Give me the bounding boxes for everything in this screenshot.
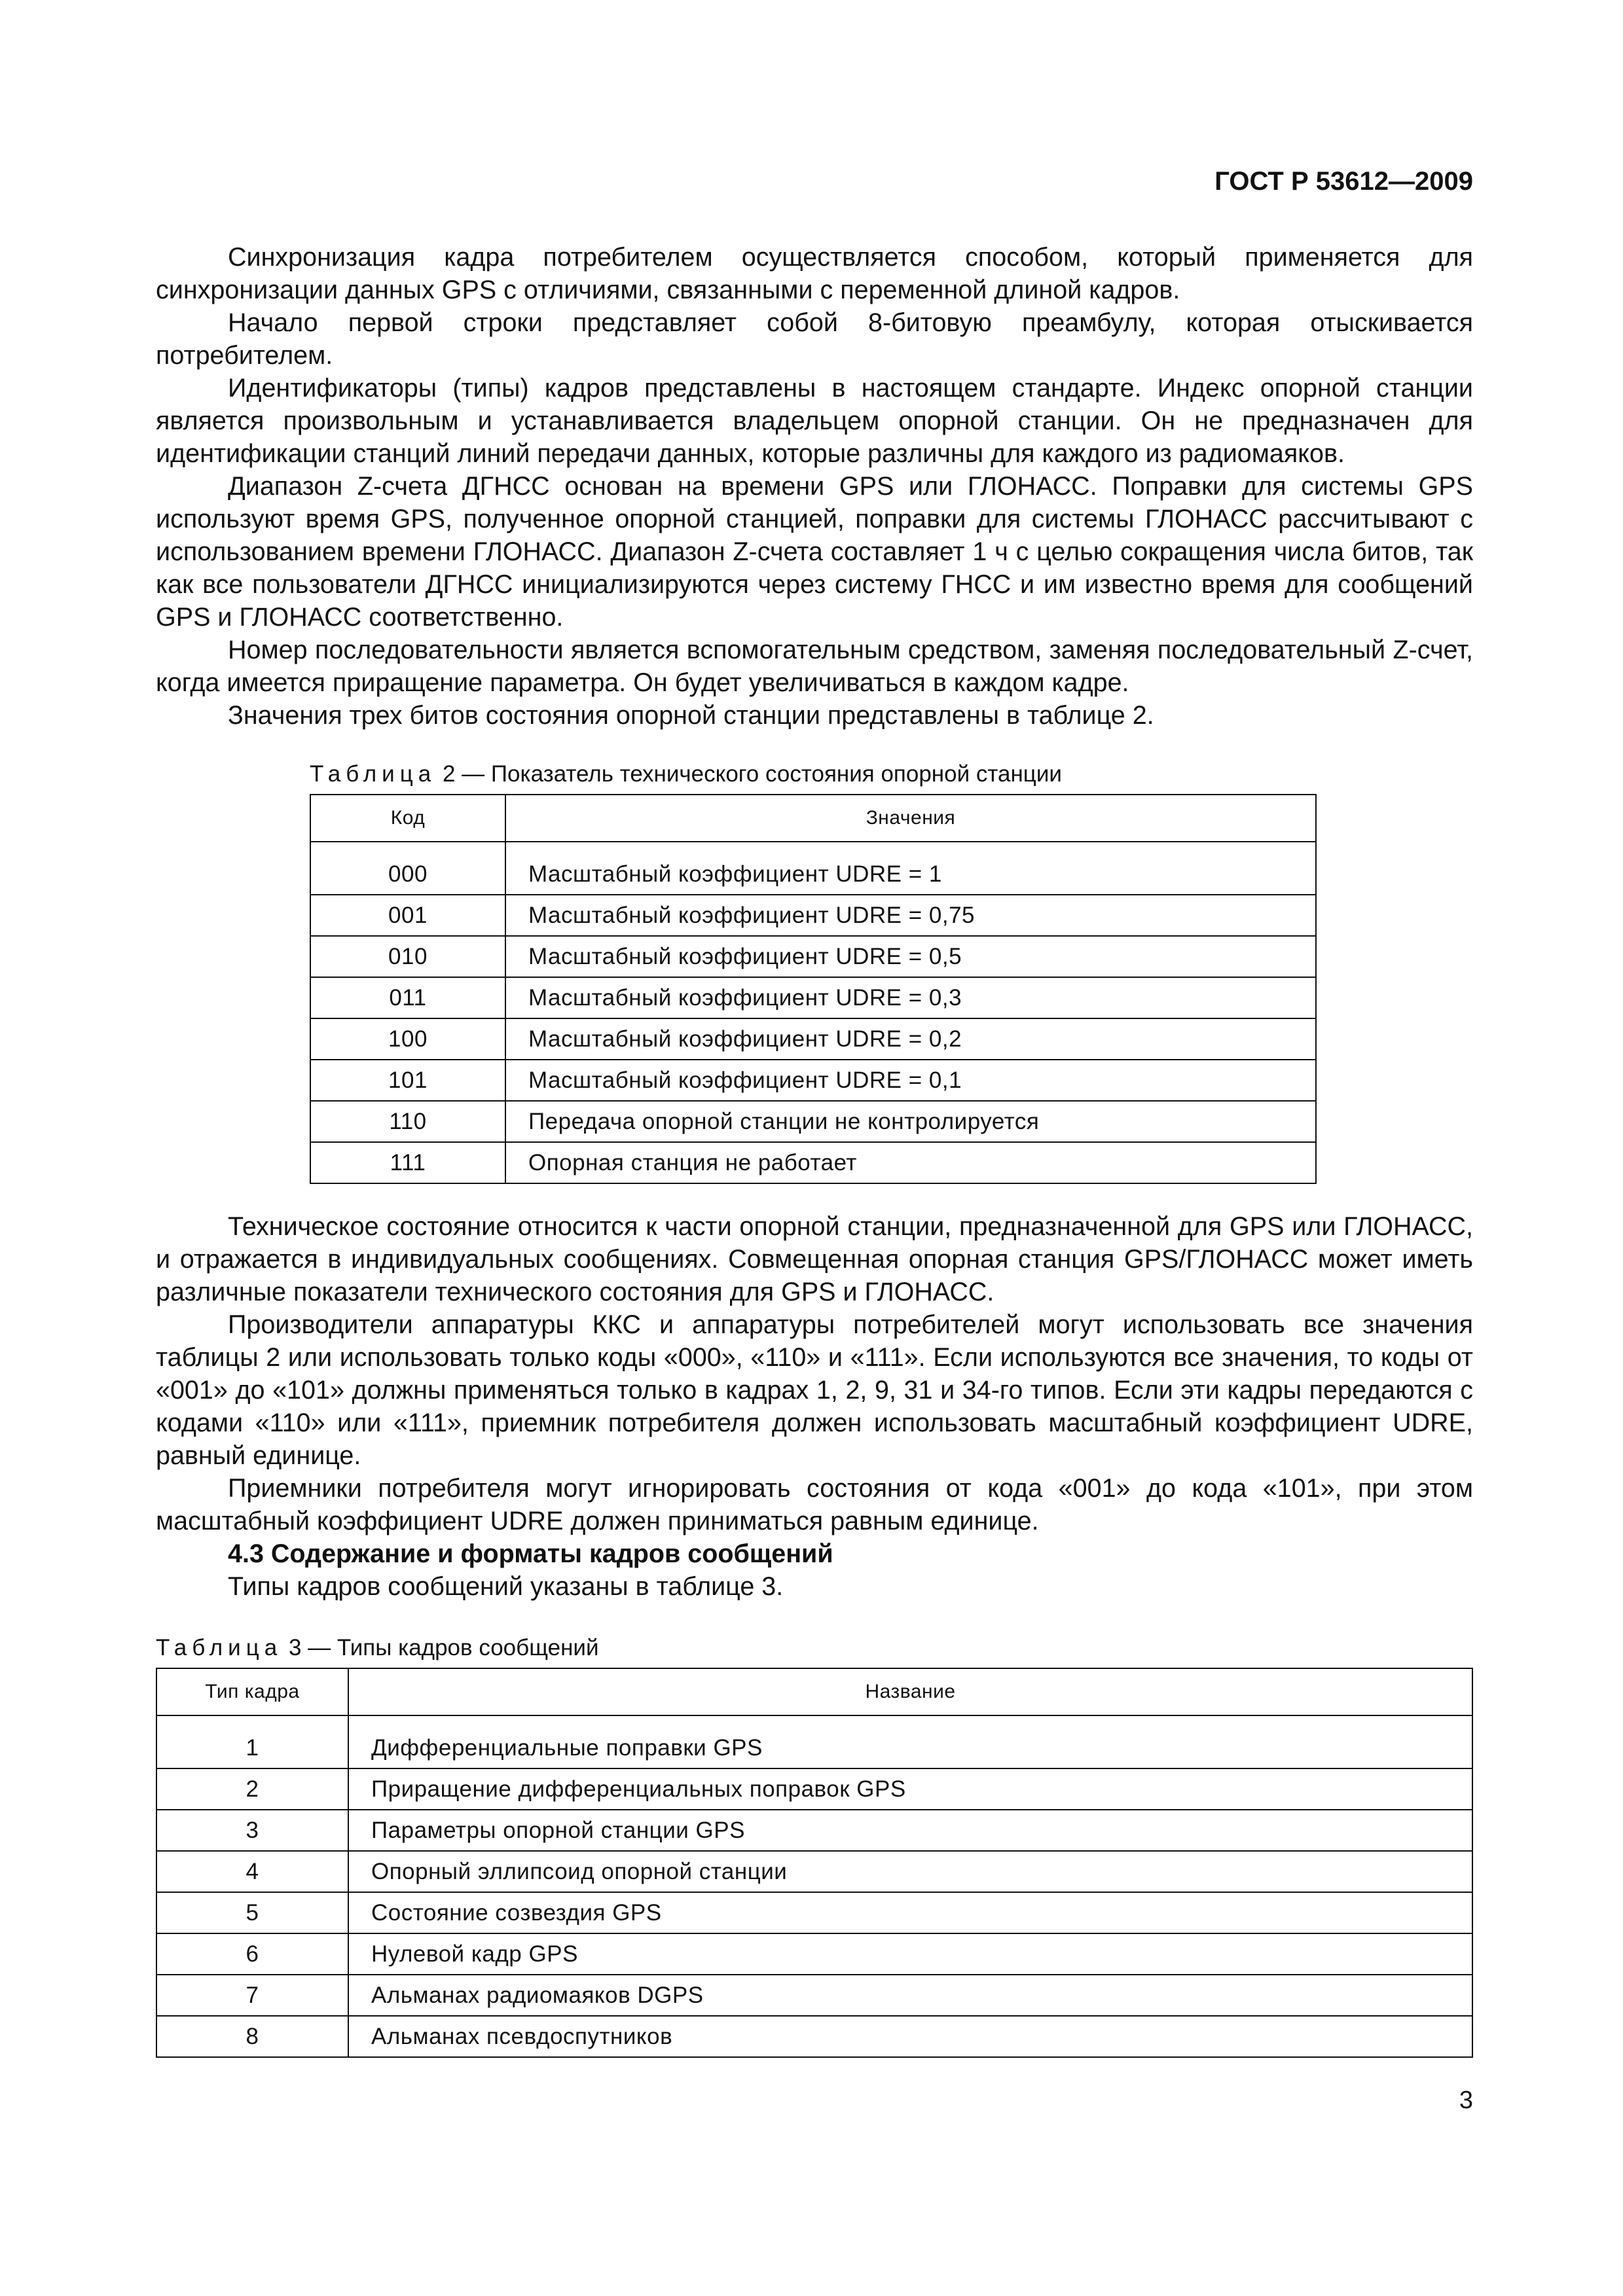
table2-code: 110 bbox=[310, 1101, 505, 1142]
table2-code: 011 bbox=[310, 977, 505, 1018]
table-row bbox=[310, 1018, 1316, 1060]
table3-header-name: Название bbox=[348, 1668, 1472, 1715]
paragraph: Синхронизация кадра потребителем осуществляется способом, который применяется для синхронизации данных GPS с отличиями, связанными с переменной длиной кадров. bbox=[156, 243, 1473, 304]
table2-code: 101 bbox=[310, 1060, 505, 1101]
table3-caption bbox=[156, 1634, 599, 1662]
table3-name: Параметры опорной станции GPS bbox=[348, 1810, 1472, 1851]
table3-type: 2 bbox=[156, 1768, 348, 1810]
table-row bbox=[156, 2016, 1472, 2057]
table-row bbox=[156, 1851, 1472, 1892]
table3-gap-row bbox=[156, 1715, 1472, 1728]
table3-name: Альманах псевдоспутников bbox=[348, 2016, 1472, 2057]
table-row bbox=[156, 1728, 1472, 1768]
table3-type: 8 bbox=[156, 2016, 348, 2057]
paragraph: Техническое состояние относится к части опорной станции, предназначенной для GPS или ГЛОНАСС, и отражается в индивидуальных сообщениях. Совмещенная опорная станция GPS/ГЛОНАСС может иметь различные показатели технического состояния для GPS и ГЛОНАСС. bbox=[156, 1212, 1473, 1306]
paragraph: Производители аппаратуры ККС и аппаратуры потребителей могут использовать все значения таблицы 2 или использовать только коды «000», «110» и «111». Если используются все значения, то коды от «001» до «101» должны применяться только в кадрах 1, 2, 9, 31 и 34-го типов. Если эти кадры передаются с кодами «110» или «111», приемник потребителя должен использовать масштабный коэффициент UDRE, равный единице. bbox=[156, 1310, 1473, 1470]
table-row bbox=[310, 977, 1316, 1018]
table2-value: Передача опорной станции не контролируется bbox=[505, 1101, 1316, 1142]
table3-name: Состояние созвездия GPS bbox=[348, 1892, 1472, 1933]
table-row bbox=[310, 854, 1316, 895]
table3-type: 1 bbox=[156, 1728, 348, 1768]
table2-value: Масштабный коэффициент UDRE = 0,1 bbox=[505, 1060, 1316, 1101]
table2-code: 000 bbox=[310, 854, 505, 895]
table2-value: Масштабный коэффициент UDRE = 0,2 bbox=[505, 1018, 1316, 1060]
table-row bbox=[156, 1810, 1472, 1851]
table3-name: Дифференциальные поправки GPS bbox=[348, 1728, 1472, 1768]
document-id: ГОСТ Р 53612—2009 bbox=[1214, 167, 1473, 196]
body-text-top bbox=[156, 241, 1473, 732]
table2-code: 001 bbox=[310, 895, 505, 936]
table2-code: 010 bbox=[310, 936, 505, 977]
table-row bbox=[310, 936, 1316, 977]
table2 bbox=[310, 794, 1317, 1184]
table3-name: Нулевой кадр GPS bbox=[348, 1933, 1472, 1975]
table3-type: 6 bbox=[156, 1933, 348, 1975]
paragraph: Приемники потребителя могут игнорировать состояния от кода «001» до кода «101», при этом масштабный коэффициент UDRE должен приниматься равным единице. bbox=[156, 1474, 1473, 1535]
page-number: 3 bbox=[1459, 2087, 1473, 2114]
table3-caption-title: 3 — Типы кадров сообщений bbox=[288, 1635, 599, 1660]
table3-type: 4 bbox=[156, 1851, 348, 1892]
body-text-middle bbox=[156, 1210, 1473, 1603]
paragraph: Идентификаторы (типы) кадров представлены в настоящем стандарте. Индекс опорной станции является произвольным и устанавливается владельцем опорной станции. Он не предназначен для идентификации станций линий передачи данных, которые различны для каждого из радиомаяков. bbox=[156, 374, 1473, 468]
table3 bbox=[156, 1668, 1473, 2058]
table-row bbox=[310, 1101, 1316, 1142]
table2-code: 111 bbox=[310, 1142, 505, 1183]
paragraph: Номер последовательности является вспомогательным средством, заменяя последовательный Z-счет, когда имеется приращение параметра. Он будет увеличиваться в каждом кадре. bbox=[156, 636, 1473, 697]
table-row bbox=[310, 1060, 1316, 1101]
table2-caption bbox=[310, 761, 1062, 788]
table2-value: Опорная станция не работает bbox=[505, 1142, 1316, 1183]
table2-header-values: Значения bbox=[505, 795, 1316, 842]
paragraph: Начало первой строки представляет собой 8-битовую преамбулу, которая отыскивается потребителем. bbox=[156, 308, 1473, 370]
table3-type: 3 bbox=[156, 1810, 348, 1851]
table2-value: Масштабный коэффициент UDRE = 1 bbox=[505, 854, 1316, 895]
table3-name: Опорный эллипсоид опорной станции bbox=[348, 1851, 1472, 1892]
table2-caption-title: 2 — Показатель технического состояния опорной станции bbox=[442, 761, 1062, 787]
table-row bbox=[156, 1892, 1472, 1933]
table2-value: Масштабный коэффициент UDRE = 0,75 bbox=[505, 895, 1316, 936]
paragraph: Типы кадров сообщений указаны в таблице 3. bbox=[228, 1572, 784, 1601]
table-row bbox=[156, 1975, 1472, 2016]
table-row bbox=[156, 1768, 1472, 1810]
table2-header-row bbox=[310, 795, 1316, 842]
table3-header-type: Тип кадра bbox=[156, 1668, 348, 1715]
table2-code: 100 bbox=[310, 1018, 505, 1060]
table3-header-row bbox=[156, 1668, 1472, 1715]
paragraph: Значения трех битов состояния опорной станции представлены в таблице 2. bbox=[228, 701, 1154, 730]
section-heading: 4.3 Содержание и форматы кадров сообщений bbox=[228, 1539, 833, 1568]
table-row bbox=[156, 1933, 1472, 1975]
table3-caption-prefix: Таблица bbox=[156, 1635, 283, 1660]
table3-name: Альманах радиомаяков DGPS bbox=[348, 1975, 1472, 2016]
table2-value: Масштабный коэффициент UDRE = 0,5 bbox=[505, 936, 1316, 977]
table2-header-code: Код bbox=[310, 795, 505, 842]
paragraph: Диапазон Z-счета ДГНСС основан на времени GPS или ГЛОНАСС. Поправки для системы GPS используют время GPS, полученное опорной станцией, поправки для системы ГЛОНАСС рассчитывают с использованием времени ГЛОНАСС. Диапазон Z-счета составляет 1 ч с целью сокращения числа битов, так как все пользователи ДГНСС инициализируются через систему ГНСС и им известно время для сообщений GPS и ГЛОНАСС соответственно. bbox=[156, 472, 1473, 632]
table3-type: 5 bbox=[156, 1892, 348, 1933]
table2-value: Масштабный коэффициент UDRE = 0,3 bbox=[505, 977, 1316, 1018]
table3-name: Приращение дифференциальных поправок GPS bbox=[348, 1768, 1472, 1810]
table2-gap-row bbox=[310, 842, 1316, 854]
table2-caption-prefix: Таблица bbox=[310, 761, 437, 787]
table3-type: 7 bbox=[156, 1975, 348, 2016]
table-row bbox=[310, 895, 1316, 936]
table-row bbox=[310, 1142, 1316, 1183]
